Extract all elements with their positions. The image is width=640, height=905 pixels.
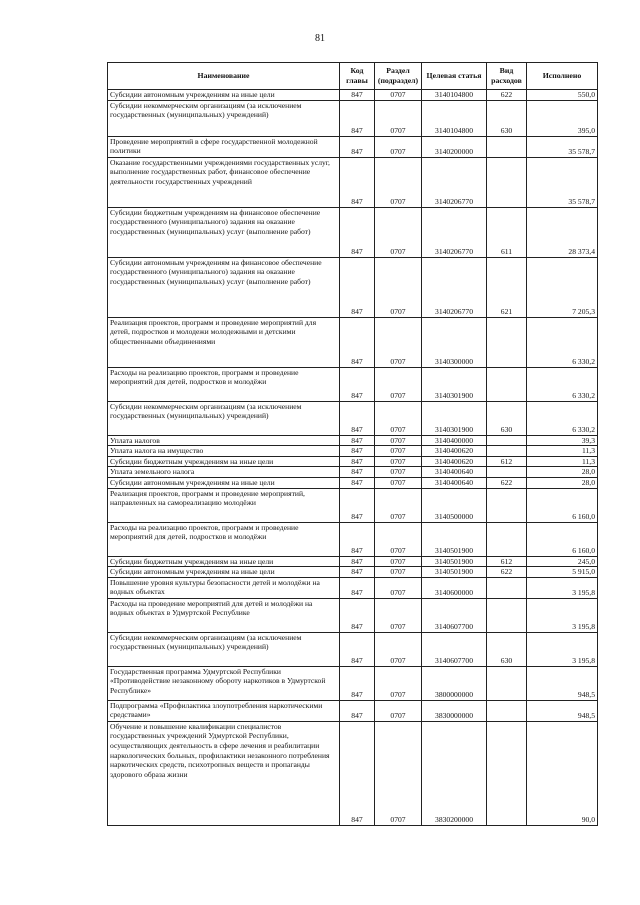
row-section: 0707 [375,632,422,666]
row-chapter: 847 [340,367,375,401]
row-name: Субсидии некоммерческим организациям (за исключением государственных (муниципальных) учреждений) [108,401,340,435]
row-article: 3140206770 [422,157,487,207]
row-article: 3140200000 [422,136,487,157]
row-amount: 28 373,4 [527,207,598,257]
row-section: 0707 [375,700,422,721]
row-kind: 622 [487,567,527,578]
table-row [108,577,598,598]
table-row [108,632,598,666]
row-chapter: 847 [340,401,375,435]
row-section: 0707 [375,157,422,207]
row-chapter: 847 [340,556,375,567]
row-amount: 550,0 [527,90,598,101]
table-row [108,721,598,825]
row-name: Государственная программа Удмуртской Республики «Противодействие незаконному обороту наркотиков в Удмуртской Республике» [108,666,340,700]
row-name: Субсидии некоммерческим организациям (за исключением государственных (муниципальных) учреждений) [108,632,340,666]
row-kind: 630 [487,100,527,136]
row-article: 3140501900 [422,522,487,556]
row-article: 3140206770 [422,207,487,257]
row-article: 3140206770 [422,257,487,317]
table-row [108,317,598,367]
row-chapter: 847 [340,207,375,257]
row-amount: 6 330,2 [527,401,598,435]
row-chapter: 847 [340,522,375,556]
row-kind [487,488,527,522]
row-name: Уплата налогов [108,435,340,446]
table-row [108,700,598,721]
row-name: Субсидии автономным учреждениям на иные цели [108,90,340,101]
row-amount: 35 578,7 [527,157,598,207]
row-chapter: 847 [340,100,375,136]
row-name: Повышение уровня культуры безопасности детей и молодёжи на водных объектах [108,577,340,598]
row-article: 3830200000 [422,721,487,825]
row-name: Субсидии автономным учреждениям на финансовое обеспечение государственного (муниципального) задания на оказание государственных (муниципальных) услуг (выполнение работ) [108,257,340,317]
row-name: Оказание государственными учреждениями государственных услуг, выполнение государственных работ, финансовое обеспечение деятельности государственных учреждений [108,157,340,207]
row-section: 0707 [375,456,422,467]
row-name: Субсидии бюджетным учреждениям на финансовое обеспечение государственного (муниципального) задания на оказание государственных (муниципальных) услуг (выполнение работ) [108,207,340,257]
row-chapter: 847 [340,90,375,101]
row-amount: 948,5 [527,700,598,721]
table-row [108,446,598,457]
row-chapter: 847 [340,257,375,317]
row-amount: 11,3 [527,456,598,467]
row-article: 3140501900 [422,567,487,578]
row-article: 3140400000 [422,435,487,446]
row-article: 3140301900 [422,367,487,401]
table-row [108,136,598,157]
row-amount: 28,0 [527,477,598,488]
header-chapter: Код главы [340,63,375,90]
row-kind: 630 [487,401,527,435]
expenditure-table [107,62,598,826]
row-name: Подпрограмма «Профилактика злоупотребления наркотическими средствами» [108,700,340,721]
row-amount: 90,0 [527,721,598,825]
table-row [108,456,598,467]
table-body [108,90,598,826]
row-kind: 612 [487,456,527,467]
row-kind: 621 [487,257,527,317]
row-article: 3140400620 [422,456,487,467]
row-kind [487,446,527,457]
table-row [108,556,598,567]
row-article: 3140607700 [422,632,487,666]
row-chapter: 847 [340,488,375,522]
row-chapter: 847 [340,467,375,478]
row-kind [487,317,527,367]
row-section: 0707 [375,446,422,457]
row-name: Расходы на проведение мероприятий для детей и молодёжи на водных объектах в Удмуртской Республике [108,598,340,632]
row-kind [487,522,527,556]
table-row [108,207,598,257]
row-section: 0707 [375,317,422,367]
table-row [108,467,598,478]
header-amount: Исполнено [527,63,598,90]
row-kind [487,666,527,700]
row-section: 0707 [375,556,422,567]
table-row [108,257,598,317]
row-article: 3140400640 [422,467,487,478]
row-section: 0707 [375,257,422,317]
row-kind: 622 [487,90,527,101]
row-chapter: 847 [340,567,375,578]
row-chapter: 847 [340,700,375,721]
row-chapter: 847 [340,136,375,157]
row-chapter: 847 [340,435,375,446]
row-amount: 395,0 [527,100,598,136]
row-article: 3140104800 [422,90,487,101]
row-section: 0707 [375,488,422,522]
table-row [108,100,598,136]
row-article: 3140400620 [422,446,487,457]
table-row [108,435,598,446]
row-amount: 28,0 [527,467,598,478]
row-section: 0707 [375,721,422,825]
row-kind: 622 [487,477,527,488]
table-row [108,522,598,556]
row-chapter: 847 [340,577,375,598]
row-article: 3140500000 [422,488,487,522]
row-kind [487,467,527,478]
table-row [108,477,598,488]
row-name: Субсидии некоммерческим организациям (за исключением государственных (муниципальных) учреждений) [108,100,340,136]
row-article: 3800000000 [422,666,487,700]
table-row [108,157,598,207]
row-chapter: 847 [340,157,375,207]
row-kind [487,721,527,825]
table-row [108,401,598,435]
row-kind [487,136,527,157]
row-kind: 612 [487,556,527,567]
row-kind [487,700,527,721]
row-chapter: 847 [340,632,375,666]
row-amount: 5 915,0 [527,567,598,578]
row-article: 3830000000 [422,700,487,721]
row-amount: 7 205,3 [527,257,598,317]
row-section: 0707 [375,207,422,257]
row-kind [487,435,527,446]
row-chapter: 847 [340,666,375,700]
row-article: 3140300000 [422,317,487,367]
row-section: 0707 [375,522,422,556]
row-article: 3140501900 [422,556,487,567]
row-amount: 6 330,2 [527,317,598,367]
row-amount: 11,3 [527,446,598,457]
row-section: 0707 [375,598,422,632]
row-chapter: 847 [340,721,375,825]
table-row [108,488,598,522]
row-section: 0707 [375,367,422,401]
row-amount: 3 195,8 [527,577,598,598]
row-section: 0707 [375,100,422,136]
row-amount: 948,5 [527,666,598,700]
table-row [108,598,598,632]
row-section: 0707 [375,666,422,700]
table-row [108,367,598,401]
row-amount: 6 330,2 [527,367,598,401]
row-amount: 6 160,0 [527,488,598,522]
row-name: Субсидии автономным учреждениям на иные цели [108,477,340,488]
row-kind: 630 [487,632,527,666]
row-name: Субсидии бюджетным учреждениям на иные цели [108,556,340,567]
row-kind [487,598,527,632]
header-kind: Вид расходов [487,63,527,90]
row-amount: 3 195,8 [527,598,598,632]
row-article: 3140400640 [422,477,487,488]
page-number: 81 [315,33,325,44]
row-section: 0707 [375,477,422,488]
header-article: Целевая статья [422,63,487,90]
row-section: 0707 [375,90,422,101]
header-section: Раздел (подраздел) [375,63,422,90]
row-chapter: 847 [340,446,375,457]
row-amount: 35 578,7 [527,136,598,157]
row-name: Субсидии автономным учреждениям на иные цели [108,567,340,578]
row-name: Обучение и повышение квалификации специалистов государственных учреждений Удмуртской Республики, осуществляющих деятельность в сфере лечения и реабилитации наркологических больных, профилактики незаконного потребления наркотических средств, психотропных веществ и пропаганды здорового образа жизни [108,721,340,825]
row-amount: 3 195,8 [527,632,598,666]
row-amount: 245,0 [527,556,598,567]
row-name: Проведение мероприятий в сфере государственной молодежной политики [108,136,340,157]
row-kind [487,367,527,401]
row-article: 3140301900 [422,401,487,435]
row-name: Субсидии бюджетным учреждениям на иные цели [108,456,340,467]
row-chapter: 847 [340,477,375,488]
row-name: Уплата земельного налога [108,467,340,478]
row-name: Расходы на реализацию проектов, программ и проведение мероприятий для детей, подростков и молодёжи [108,522,340,556]
row-name: Расходы на реализацию проектов, программ и проведение мероприятий для детей, подростков и молодёжи [108,367,340,401]
table-row [108,90,598,101]
row-kind: 611 [487,207,527,257]
row-name: Реализация проектов, программ и проведение мероприятий для детей, подростков и молодежи молодежными и детскими общественными объединениями [108,317,340,367]
row-amount: 6 160,0 [527,522,598,556]
table-header-row [108,63,598,90]
row-section: 0707 [375,136,422,157]
row-article: 3140600000 [422,577,487,598]
row-section: 0707 [375,435,422,446]
row-kind [487,157,527,207]
row-kind [487,577,527,598]
row-section: 0707 [375,577,422,598]
row-amount: 39,3 [527,435,598,446]
row-article: 3140104800 [422,100,487,136]
row-section: 0707 [375,567,422,578]
header-name: Наименование [108,63,340,90]
row-article: 3140607700 [422,598,487,632]
table-row [108,567,598,578]
row-chapter: 847 [340,598,375,632]
row-chapter: 847 [340,317,375,367]
row-name: Реализация проектов, программ и проведение мероприятий, направленных на самореализацию молодёжи [108,488,340,522]
row-chapter: 847 [340,456,375,467]
row-section: 0707 [375,401,422,435]
row-name: Уплата налога на имущество [108,446,340,457]
table-row [108,666,598,700]
row-section: 0707 [375,467,422,478]
